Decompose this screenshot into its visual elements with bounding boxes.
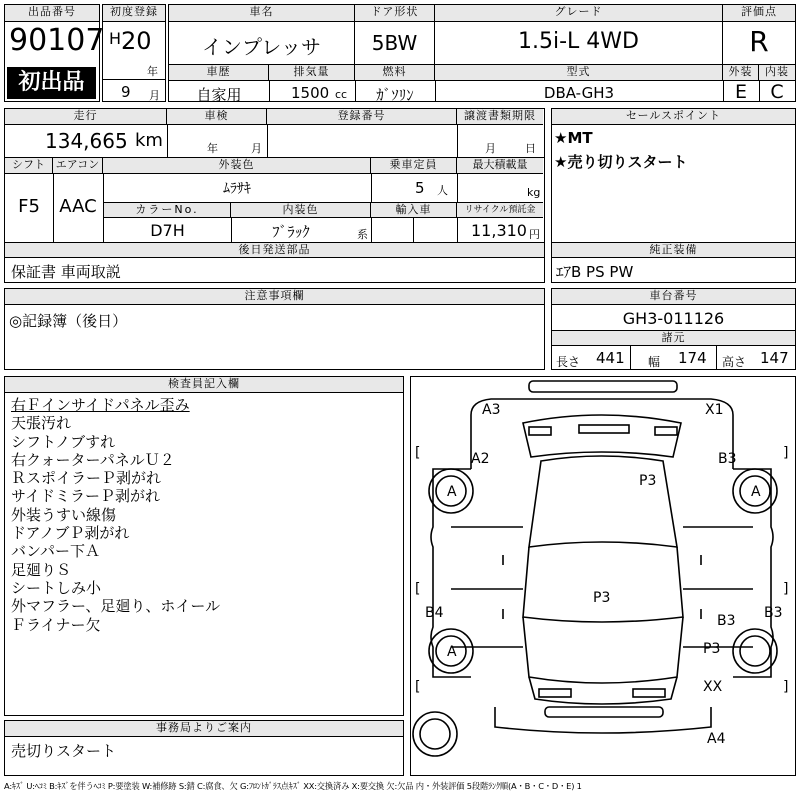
shift-value: F5 <box>18 196 40 217</box>
header-block <box>4 4 796 102</box>
inspector-line: 天張汚れ <box>11 414 72 433</box>
year-unit: 年 <box>147 65 158 78</box>
office-block <box>4 720 404 776</box>
footer-legend: A:ｷｽﾞ U:ﾍｺﾐ B:ｷｽﾞを伴うﾍｺﾐ P:要塗装 W:補修跡 S:錆 C:腐食、欠 G:ﾌﾛﾝﾄｶﾞﾗｽ点ｷｽﾞ XX:交換済み X:要交換 欠:欠品 内・外装評価 5段階ﾗﾝｸ順(A・B・C・D・E) 1 <box>4 781 582 791</box>
bracket-left-mid: [ <box>415 581 421 597</box>
sales-point-2: ★売り切りスタート <box>554 153 688 171</box>
headlight-left <box>529 427 551 435</box>
grade-cell <box>435 5 723 65</box>
ext-label: 外装 <box>723 65 759 81</box>
int-color-value: ﾌﾞﾗｯｸ <box>272 223 310 241</box>
mileage-value: 134,665 <box>45 129 128 153</box>
model-label: 型式 <box>435 65 723 81</box>
inspector-line: 右クォーターパネルＵ２ <box>11 450 175 469</box>
v-div-16 <box>457 218 458 242</box>
first-listing-badge <box>7 67 96 99</box>
inspector-block <box>4 376 404 716</box>
mark-b3-rear: B3 <box>717 613 736 629</box>
first-reg-cell <box>102 4 166 102</box>
office-label: 事務局よりご案内 <box>5 721 403 737</box>
right-door-lines <box>683 527 753 647</box>
capacity-unit: 人 <box>437 184 448 197</box>
caution-value: ◎記録簿（後日） <box>9 312 128 330</box>
inspection-month-unit: 月 <box>251 142 262 155</box>
grade-label: グレード <box>435 5 722 22</box>
reg-no-label: 登録番号 <box>267 109 457 125</box>
office-value: 売切りスタート <box>11 742 117 760</box>
grade-value: 1.5i-L 4WD <box>518 29 639 54</box>
mark-b3-top: B3 <box>718 451 737 467</box>
inspector-line: Ｆライナー欠 <box>11 615 101 634</box>
ac-label: エアコン <box>53 158 103 174</box>
width-label: 幅 <box>648 355 661 369</box>
windshield <box>529 456 677 547</box>
mark-wheel-fr: A <box>751 484 761 500</box>
fuel-label: 燃料 <box>355 65 435 81</box>
car-diagram <box>410 376 796 776</box>
door-cell <box>355 5 435 65</box>
sales-block <box>551 108 796 283</box>
inspection-year-unit: 年 <box>207 142 218 155</box>
car-name: インプレッサ <box>202 35 321 59</box>
max-load-label: 最大積載量 <box>457 158 543 174</box>
inspector-line: シートしみ小 <box>11 578 102 597</box>
recycle-value: 11,310 <box>471 221 527 240</box>
mileage-label: 走行 <box>5 109 167 125</box>
v-div-12 <box>457 174 458 202</box>
sales-point-1: ★MT <box>554 129 593 147</box>
taillight-right <box>633 689 665 697</box>
mark-b4: B4 <box>425 605 444 621</box>
inspector-line: バンパー下Ａ <box>11 542 100 561</box>
inspector-line: ＲスポイラーＰ剥がれ <box>11 469 162 488</box>
door-value: 5BW <box>371 31 418 55</box>
era-letter: H <box>109 29 122 48</box>
taillight-left <box>539 689 571 697</box>
length-label: 長さ <box>556 355 581 369</box>
equipment-label: 純正装備 <box>552 243 795 258</box>
grille <box>579 425 629 433</box>
bracket-right-top: ] <box>783 445 789 461</box>
int-value: C <box>770 81 784 103</box>
color-value: ﾑﾗｻｷ <box>223 181 251 197</box>
vehicle-info-block <box>4 108 545 283</box>
equipment-value: ｴｱB PS PW <box>556 263 634 281</box>
color-label: 外装色 <box>103 158 371 174</box>
trunk <box>529 677 677 704</box>
inspector-line: 足廻りＳ <box>11 560 72 579</box>
v-div-6 <box>167 125 168 157</box>
displacement-value: 1500 <box>291 84 330 102</box>
door-label: ドア形状 <box>355 5 434 22</box>
left-door-lines <box>451 527 523 647</box>
wheel-rear-right-inner <box>740 636 770 666</box>
max-load-unit: kg <box>527 186 541 199</box>
mark-a3: A3 <box>482 402 501 418</box>
displacement-label: 排気量 <box>269 65 355 81</box>
score-label: 評価点 <box>723 5 795 22</box>
score-value: R <box>749 25 769 58</box>
later-parts-value: 保証書 車両取説 <box>11 263 121 281</box>
int-color-label: 内装色 <box>231 203 371 218</box>
inspector-line: シフトノブすれ <box>11 432 116 451</box>
v-div-15 <box>413 218 414 242</box>
v-div-8 <box>457 125 458 157</box>
v-div-1 <box>269 81 270 101</box>
recycle-label: リサイクル預託金 <box>457 203 543 218</box>
rear-panel <box>495 707 711 733</box>
int-color-suffix: 系 <box>357 228 368 241</box>
spare-wheel-inner <box>420 719 450 749</box>
car-name-cell <box>169 5 355 65</box>
transfer-day: 日 <box>525 142 536 155</box>
lot-no: 90107 <box>9 23 105 58</box>
chassis-block <box>551 288 796 370</box>
bracket-left-top: [ <box>415 445 421 461</box>
height-value: 147 <box>760 349 789 367</box>
capacity-label: 乗車定員 <box>371 158 457 174</box>
car-diagram-svg <box>411 377 794 774</box>
car-name-label: 車名 <box>169 5 354 22</box>
v-div-14 <box>371 218 372 242</box>
v-div-18 <box>716 346 717 369</box>
inspector-line: 外装うすい線傷 <box>11 505 117 524</box>
recycle-unit: 円 <box>529 228 540 241</box>
hood-panel <box>523 415 681 457</box>
int-label: 内装 <box>759 65 795 81</box>
v-div-7 <box>267 125 268 157</box>
transfer-label: 譲渡書類期限 <box>457 109 543 125</box>
import-label: 輸入車 <box>371 203 457 218</box>
inspection-label: 車検 <box>167 109 267 125</box>
chassis-value: GH3-011126 <box>622 309 725 328</box>
capacity-value: 5 <box>415 179 425 197</box>
color-no-label: カラーNo. <box>104 203 231 218</box>
displacement-unit: cc <box>335 88 348 101</box>
color-no-value: D7H <box>150 221 185 240</box>
lot-no-label: 出品番号 <box>5 5 99 22</box>
mark-xx: XX <box>703 679 723 695</box>
inspector-lines <box>11 396 401 634</box>
inspector-label: 検査員記入欄 <box>5 377 403 393</box>
year-value: 20 <box>121 27 152 55</box>
later-parts-label: 後日発送部品 <box>5 243 544 258</box>
mark-wheel-rl: A <box>447 644 457 660</box>
fuel-value: ｶﾞｿﾘﾝ <box>376 86 414 104</box>
month-unit: 月 <box>149 89 160 102</box>
caution-label: 注意事項欄 <box>5 289 544 305</box>
model-value: DBA-GH3 <box>543 84 615 102</box>
month-value: 9 <box>121 83 131 101</box>
mark-p3-top: P3 <box>639 473 657 489</box>
ext-value: E <box>734 81 747 103</box>
sales-label: セールスポイント <box>552 109 795 125</box>
mark-a4: A4 <box>707 731 726 747</box>
hood-outline <box>471 399 733 469</box>
headlight-right <box>655 427 677 435</box>
specs-label: 諸元 <box>552 331 795 346</box>
v-div-11 <box>371 174 372 202</box>
inspector-line: サイドミラーＰ剥がれ <box>11 487 160 506</box>
history-label: 車歴 <box>169 65 269 81</box>
length-value: 441 <box>596 349 625 367</box>
front-bumper-top <box>529 381 677 392</box>
rear-window <box>523 617 683 683</box>
lot-no-cell <box>4 4 105 102</box>
mark-x1: X1 <box>705 402 724 418</box>
mileage-unit: km <box>135 130 163 151</box>
mark-a2: A2 <box>471 451 490 467</box>
bracket-right-bottom: ] <box>783 679 789 695</box>
first-reg-label: 初度登録 <box>103 5 165 22</box>
width-value: 174 <box>678 349 707 367</box>
mark-p3-center: P3 <box>593 590 611 606</box>
chassis-label: 車台番号 <box>552 289 795 305</box>
mark-wheel-fl: A <box>447 484 457 500</box>
header-grid <box>168 4 796 102</box>
history-value: 自家用 <box>196 86 242 104</box>
bracket-right-mid: ] <box>783 581 789 597</box>
ac-value: AAC <box>59 196 97 217</box>
score-cell <box>723 5 795 65</box>
inspector-line: ドアノブＰ剥がれ <box>11 524 130 543</box>
first-listing-text: 初出品 <box>18 70 85 95</box>
mark-b3-right: B3 <box>764 605 783 621</box>
v-div-17 <box>630 346 631 369</box>
mark-p3-rear: P3 <box>703 641 721 657</box>
month-divider <box>103 79 165 80</box>
inspector-line: 右Ｆインサイドパネル歪み <box>11 396 190 414</box>
bracket-left-bottom: [ <box>415 679 421 695</box>
caution-block <box>4 288 545 370</box>
inspector-line: 外マフラー、足廻り、ホイール <box>11 597 221 616</box>
height-label: 高さ <box>722 355 747 369</box>
transfer-month: 月 <box>485 142 496 155</box>
rear-bumper <box>545 707 663 717</box>
shift-label: シフト <box>5 158 53 174</box>
roof <box>523 547 683 622</box>
